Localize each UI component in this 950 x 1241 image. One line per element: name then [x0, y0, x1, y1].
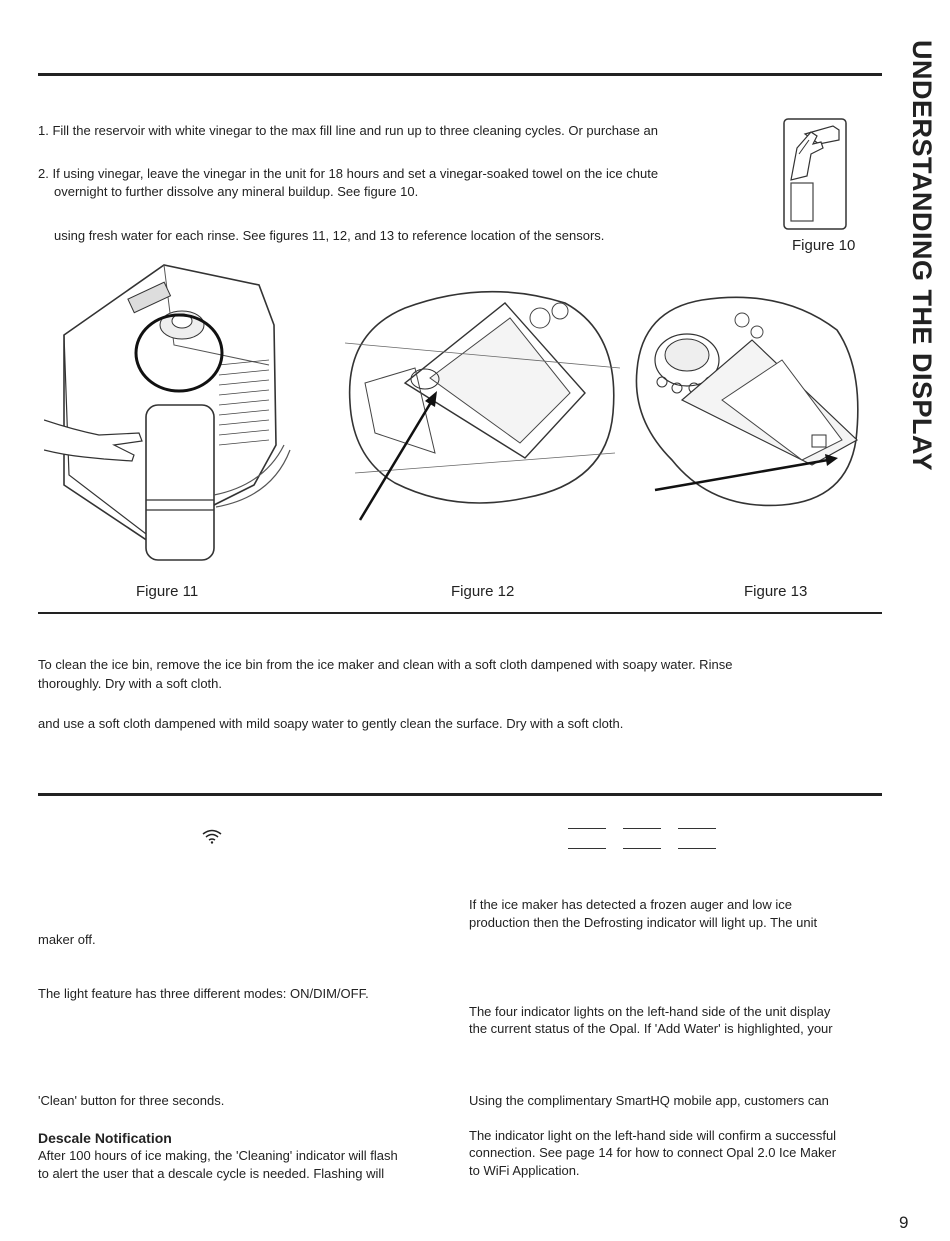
figure-11-image	[44, 245, 294, 565]
figure-10-image	[783, 118, 847, 230]
top-rule	[38, 73, 882, 76]
step-1: 1. Fill the reservoir with white vinegar to the max fill line and run up to three cleaning cycles. Or purchase an	[38, 123, 658, 138]
indicator-line-2: the current status of the Opal. If 'Add Water' is highlighted, your	[469, 1021, 833, 1036]
middle-rule	[38, 612, 882, 614]
display-segment-line	[678, 848, 716, 849]
side-title-text: UNDERSTANDING THE DISPLAY	[907, 40, 937, 472]
wifi-line-3: to WiFi Application.	[469, 1163, 580, 1178]
maker-off-text: maker off.	[38, 932, 96, 947]
app-line: Using the complimentary SmartHQ mobile app, customers can	[469, 1093, 829, 1108]
display-segment-line	[678, 828, 716, 829]
defrost-line-2: production then the Defrosting indicator will light up. The unit	[469, 915, 818, 930]
bin-line-1: To clean the ice bin, remove the ice bin from the ice maker and clean with a soft cloth dampened with soapy water. Rinse	[38, 657, 733, 672]
towel-hand-icon	[783, 118, 847, 230]
wifi-line-1: The indicator light on the left-hand side will confirm a successful	[469, 1128, 837, 1143]
wifi-icon	[202, 829, 222, 844]
bin-line-3: and use a soft cloth dampened with mild soapy water to gently clean the surface. Dry with a soft cloth.	[38, 716, 624, 731]
wifi-line-2: connection. See page 14 for how to connect Opal 2.0 Ice Maker	[469, 1145, 837, 1160]
figure-10-caption: Figure 10	[792, 237, 856, 254]
bin-line-2: thoroughly. Dry with a soft cloth.	[38, 676, 223, 691]
display-segment-line	[568, 828, 606, 829]
figure-12-caption: Figure 12	[451, 583, 515, 600]
figure-11-caption: Figure 11	[136, 583, 199, 600]
figure-13-caption: Figure 13	[744, 583, 808, 600]
lower-rule	[38, 793, 882, 796]
defrost-line-1: If the ice maker has detected a frozen auger and low ice	[469, 897, 793, 912]
display-segment-line	[623, 828, 661, 829]
step-2-line-2: overnight to further dissolve any mineral buildup. See figure 10.	[54, 184, 419, 199]
sensor-arrow-13	[652, 450, 842, 495]
descale-line-1: After 100 hours of ice making, the 'Cleaning' indicator will flash	[38, 1148, 398, 1163]
step-3: using fresh water for each rinse. See figures 11, 12, and 13 to reference location of the sensors.	[54, 228, 605, 243]
descale-heading: Descale Notification	[38, 1130, 172, 1146]
side-title	[897, 40, 937, 540]
indicator-line-1: The four indicator lights on the left-hand side of the unit display	[469, 1004, 831, 1019]
ice-maker-illustration	[44, 245, 294, 565]
light-modes-text: The light feature has three different modes: ON/DIM/OFF.	[38, 986, 369, 1001]
clean-button-text: 'Clean' button for three seconds.	[38, 1093, 225, 1108]
page-number: 9	[899, 1213, 909, 1232]
display-segment-line	[568, 848, 606, 849]
display-segment-line	[623, 848, 661, 849]
sensor-arrow-12	[355, 385, 445, 525]
descale-line-2: to alert the user that a descale cycle is needed. Flashing will	[38, 1166, 385, 1181]
step-2-line-1: 2. If using vinegar, leave the vinegar in the unit for 18 hours and set a vinegar-soaked towel on the ice chute	[38, 166, 659, 181]
